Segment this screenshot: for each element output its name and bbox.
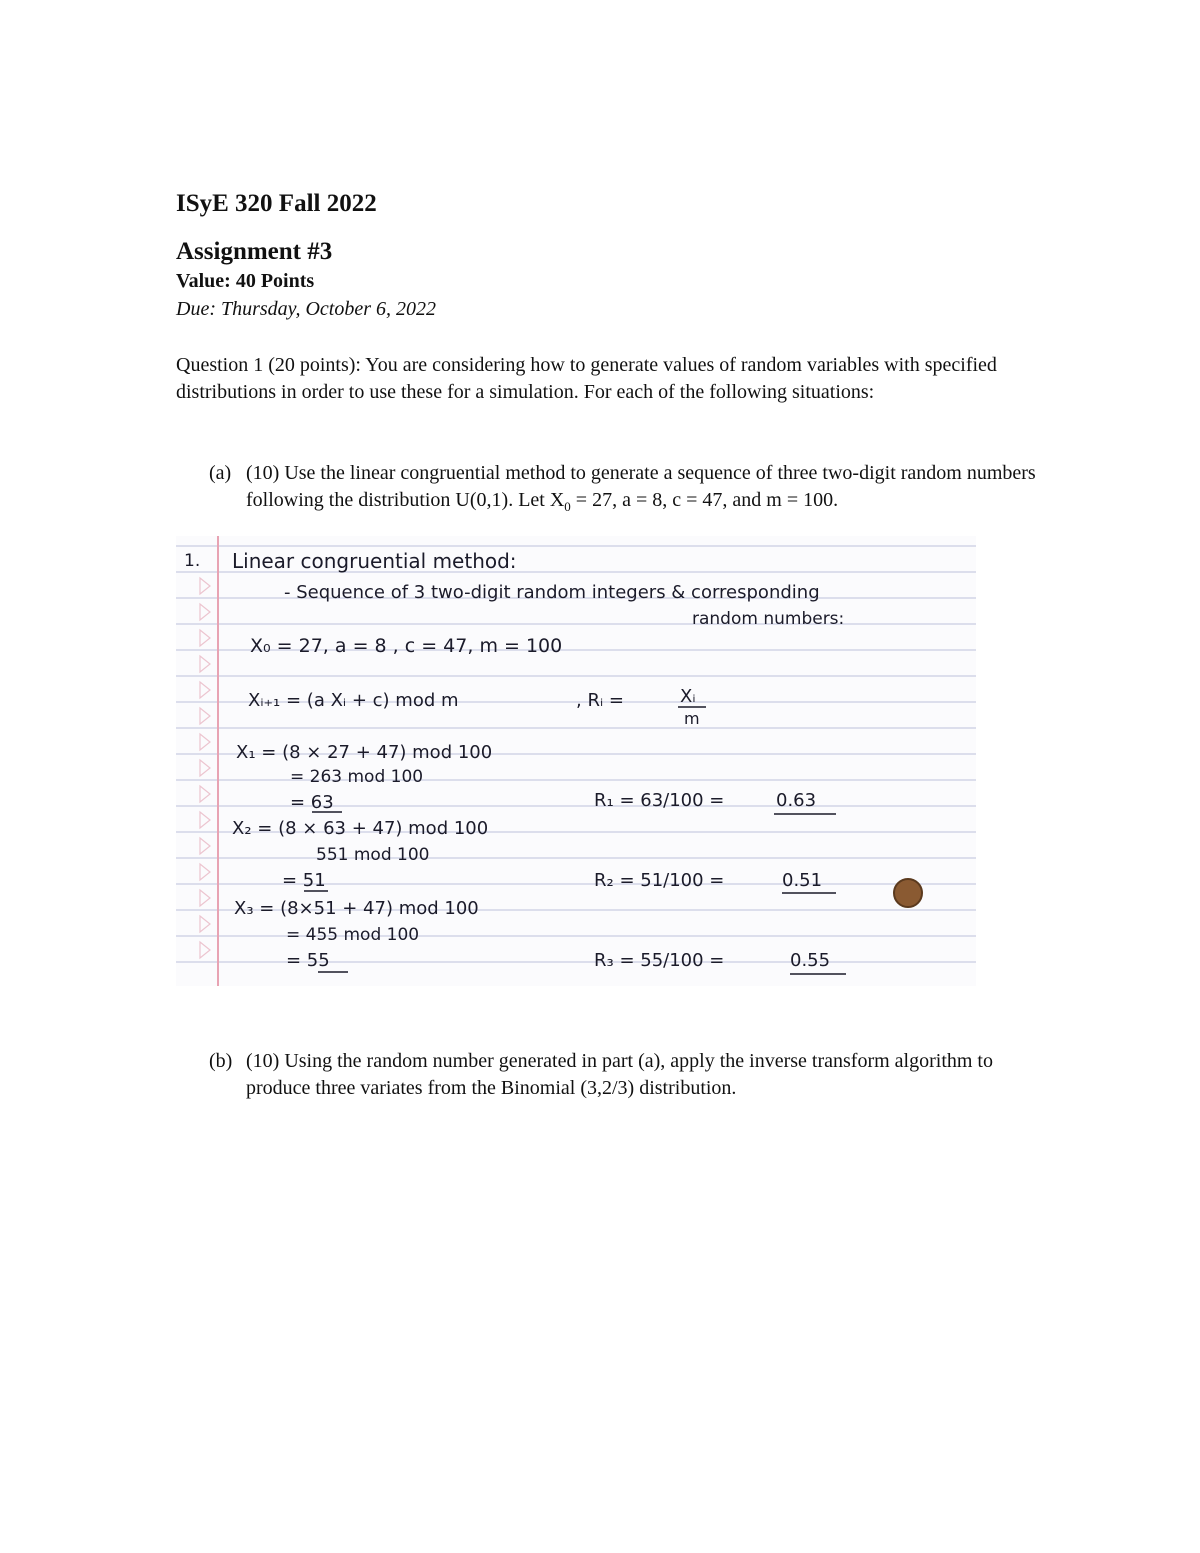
- hw-x1-line2: = 263 mod 100: [290, 767, 424, 787]
- hw-r1: R₁ = 63/100 =: [594, 790, 725, 811]
- part-a-text: (10) Use the linear congruential method to generate a sequence of three two-digit random numbers following the distribution U(0,1). Let $X_0 = 27$, a = 8, c = 47, and m = 100.: [246, 462, 1036, 514]
- part-b-text: (10) Using the random number generated in part (a), apply the inverse transform algorithm to produce three variates from the Binomial (3,2/3) distribution.: [246, 1050, 993, 1099]
- hw-r-formula-lhs: , Rᵢ =: [576, 690, 624, 711]
- hw-r-formula-den: m: [684, 709, 700, 728]
- binder-hole-dot: [894, 879, 922, 907]
- part-b-label: (b): [209, 1050, 233, 1072]
- hw-x3-line1: X₃ = (8×51 + 47) mod 100: [234, 898, 479, 919]
- hw-r1-value: 0.63: [776, 790, 817, 811]
- hw-r3-value: 0.55: [790, 950, 831, 971]
- hw-subtitle-2: random numbers:: [692, 609, 845, 629]
- hw-x2-line3: = 51: [282, 870, 326, 891]
- course-title: ISyE 320 Fall 2022: [176, 190, 377, 217]
- points-value: Value: 40 Points: [176, 270, 315, 292]
- hw-x1-line1: X₁ = (8 × 27 + 47) mod 100: [236, 742, 493, 763]
- hw-r2-value: 0.51: [782, 870, 823, 891]
- hw-r3: R₃ = 55/100 =: [594, 950, 725, 971]
- part-a-label: (a): [209, 462, 232, 484]
- part-a: [209, 460, 1039, 520]
- hw-recurrence: Xᵢ₊₁ = (a Xᵢ + c) mod m: [248, 690, 459, 711]
- part-b: [209, 1048, 1039, 1102]
- hw-r2: R₂ = 51/100 =: [594, 870, 725, 891]
- hw-x2-line1: X₂ = (8 × 63 + 47) mod 100: [232, 818, 489, 839]
- hw-params: X₀ = 27, a = 8 , c = 47, m = 100: [250, 635, 563, 657]
- question-1-intro: Question 1 (20 points): You are considering how to generate values of random variables with specified distributions in order to use these for a simulation. For each of the following situations:: [176, 354, 997, 403]
- handwritten-solution-image: [176, 536, 976, 986]
- hw-title: Linear congruential method:: [232, 549, 517, 573]
- hw-subtitle-1: - Sequence of 3 two-digit random integers & corresponding: [284, 582, 820, 603]
- hw-x3-line3: = 55: [286, 950, 330, 971]
- hw-x3-line2: = 455 mod 100: [286, 925, 420, 945]
- hw-r-formula-num: Xᵢ: [680, 686, 696, 707]
- due-date: Due: Thursday, October 6, 2022: [176, 298, 436, 320]
- hw-number: 1.: [184, 551, 201, 571]
- hw-x2-line2: 551 mod 100: [316, 845, 430, 865]
- assignment-title: Assignment #3: [176, 238, 333, 265]
- hw-x1-line3: = 63: [290, 792, 334, 813]
